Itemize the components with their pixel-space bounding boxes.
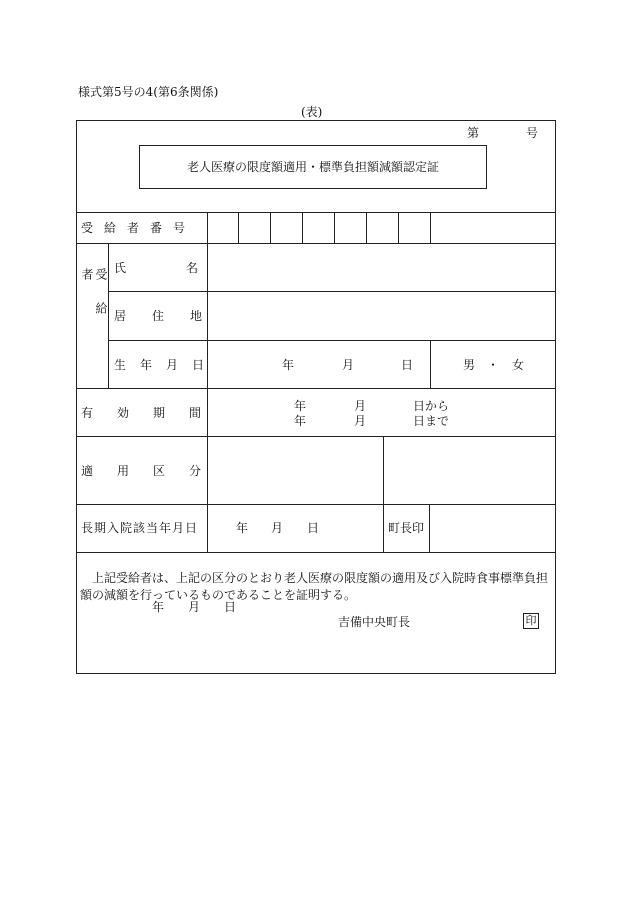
form-title: 老人医療の限度額適用・標準負担額減額認定証 [186,160,439,174]
address-label: 居住地 [114,309,229,323]
cert-date-year: 年 [152,600,165,614]
seal-label-line [383,504,384,552]
recipient-number-label [81,221,203,235]
issuer-name: 吉備中央町長 [338,615,411,629]
gender-male: 男 [463,358,476,372]
validity-to-day: 日まで [413,414,450,428]
category-split-line [383,436,384,504]
divider-line [76,243,556,244]
number-box-line [398,212,399,243]
number-go: 号 [526,126,539,140]
number-box-line [238,212,239,243]
validity-to-year: 年 [294,414,307,428]
recipient-group-line [108,243,109,388]
number-box-line [302,212,303,243]
divider-line [76,552,556,553]
name-label: 氏名 [114,261,259,275]
category-label: 適用区分 [81,464,226,478]
divider-line [76,436,556,437]
validity-from-day: 日から [413,399,450,413]
recipient-number-text: 受給者番号 [81,221,197,235]
long-term-month: 月 [271,521,284,535]
gender-separator: ・ [487,358,500,372]
validity-from-year: 年 [294,399,307,413]
number-box-line [366,212,367,243]
validity-label: 有効期間 [81,406,226,420]
divider-line [108,340,556,341]
long-term-label: 長期入院該当年月日 [81,521,199,535]
long-term-day: 日 [307,521,320,535]
validity-from-month: 月 [354,399,367,413]
cert-date-day: 日 [224,600,237,614]
divider-line [76,212,556,213]
validity-to-month: 月 [354,414,367,428]
cert-date-month: 月 [188,600,201,614]
birth-day-unit: 日 [401,358,414,372]
seal-mark: 印 [523,613,539,629]
birth-month-unit: 月 [342,358,355,372]
number-box-line [334,212,335,243]
birthdate-label: 生年月日 [114,358,219,372]
number-box-line [430,212,431,243]
divider-line [76,388,556,389]
gender-female: 女 [512,358,525,372]
long-term-year: 年 [236,521,249,535]
seal-box-line [429,504,430,552]
number-dai: 第 [467,126,480,140]
gender-column-line [430,340,431,388]
number-box-line [270,212,271,243]
recipient-group-label [80,268,108,356]
certification-text: 上記受給者は、上記の区分のとおり老人医療の限度額の適用及び入院時食事標準負担額の減額を行っているものであることを証明する。 [80,571,549,602]
birth-year-unit: 年 [282,358,295,372]
recipient-group-text: 受給者 [80,268,108,336]
side-label: (表) [301,105,323,119]
divider-line [76,504,556,505]
divider-line [108,291,556,292]
mayor-seal-label: 町長印 [388,521,425,535]
form-id: 様式第5号の4(第6条関係) [78,85,219,99]
